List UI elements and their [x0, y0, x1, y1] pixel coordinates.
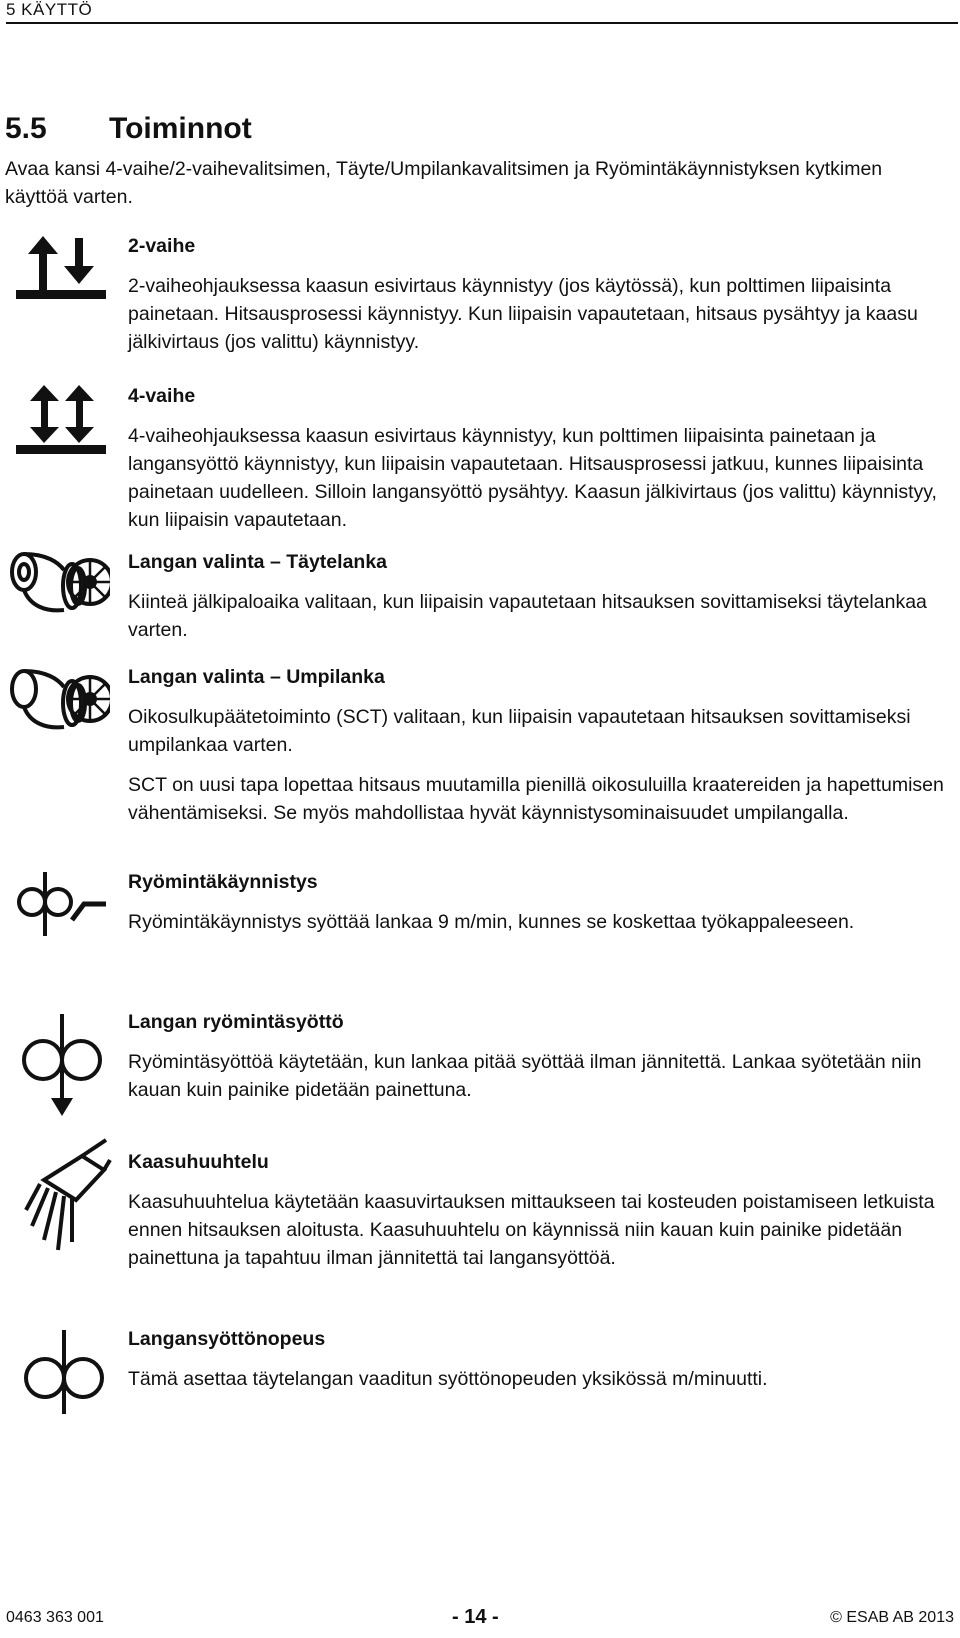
- item-solid-wire: [128, 663, 958, 827]
- item-title: Ryömintäkäynnistys: [128, 871, 318, 893]
- item-paragraph: 4-vaiheohjauksessa kaasun esivirtaus käynnistyy, kun polttimen liipaisinta painetaan ja langansyöttö käynnistyy, kun liipaisin vapautetaan. Hitsausprosessi jatkuu, kunnes liipaisinta painetaan uudelleen. Silloin langansyöttö pysähtyy. Kaasun jälkivirtaus (jos valittu) käynnistyy, kun liipaisin vapautetaan.: [128, 425, 937, 531]
- item-title: 2-vaihe: [128, 235, 196, 257]
- item-title: Langansyöttönopeus: [128, 1328, 326, 1350]
- footer-copyright: © ESAB AB 2013: [830, 1609, 954, 1626]
- cored-wire-icon: [6, 548, 110, 620]
- item-paragraph: SCT on uusi tapa lopettaa hitsaus muutamilla pienillä oikosuluilla kraatereiden ja hapettumisen vähentämiseksi. Se myös mahdollistaa hyvät käynnistysominaisuudet umpilangalla.: [128, 774, 944, 824]
- wire-inch-icon: [18, 1012, 108, 1120]
- item-paragraph: Kiinteä jälkipaloaika valitaan, kun liipaisin vapautetaan hitsauksen sovittamiseksi täytelankaa varten.: [128, 591, 927, 641]
- intro-text: Avaa kansi 4-vaihe/2-vaihevalitsimen, Täyte/Umpilankavalitsimen ja Ryömintäkäynnistyksen kytkimen käyttöä varten.: [5, 158, 883, 208]
- 2-stroke-icon: [14, 234, 110, 302]
- item-title: Langan ryömintäsyöttö: [128, 1011, 344, 1033]
- wire-feed-speed-icon: [22, 1328, 110, 1416]
- section-title: [5, 112, 252, 146]
- item-paragraph: Tämä asettaa täytelangan vaaditun syöttönopeuden yksikössä m/minuutti.: [128, 1368, 768, 1390]
- item-2-stroke: [128, 232, 958, 356]
- page-header: [6, 0, 958, 24]
- item-paragraph: Oikosulkupäätetoiminto (SCT) valitaan, kun liipaisin vapautetaan hitsauksen sovittamiseksi umpilankaa varten.: [128, 706, 911, 756]
- gas-purge-icon: [24, 1136, 114, 1256]
- item-4-stroke: [128, 382, 958, 534]
- item-title: Langan valinta – Umpilanka: [128, 666, 385, 688]
- item-cored-wire: [128, 548, 958, 644]
- item-wire-inch: [128, 1008, 958, 1104]
- item-creep-start: [128, 868, 958, 936]
- item-title: Kaasuhuuhtelu: [128, 1151, 269, 1173]
- item-wire-feed-speed: [128, 1325, 958, 1393]
- item-paragraph: 2-vaiheohjauksessa kaasun esivirtaus käynnistyy (jos käytössä), kun polttimen liipaisinta painetaan. Hitsausprosessi käynnistyy. Kun liipaisin vapautetaan, hitsaus pysähtyy ja kaasu jälkivirtaus (jos valittu) käynnistyy.: [128, 275, 918, 353]
- section-heading: Toiminnot: [109, 112, 252, 145]
- item-gas-purge: [128, 1148, 958, 1272]
- item-paragraph: Kaasuhuuhtelua käytetään kaasuvirtauksen mittaukseen tai kosteuden poistamiseen letkuista ennen hitsauksen aloitusta. Kaasuhuuhtelu on käynnissä niin kauan kuin painike pidetään painettuna ja tapahtuu ilman jännitettä tai langansyöttöä.: [128, 1191, 935, 1269]
- item-title: 4-vaihe: [128, 385, 196, 407]
- item-title: Langan valinta – Täytelanka: [128, 551, 388, 573]
- item-paragraph: Ryömintäsyöttöä käytetään, kun lankaa pitää syöttää ilman jännitettä. Lankaa syötetään niin kauan kuin painike pidetään painettuna.: [128, 1051, 922, 1101]
- footer-doc-number: 0463 363 001: [6, 1609, 104, 1626]
- creep-start-icon: [14, 868, 110, 940]
- item-paragraph: Ryömintäkäynnistys syöttää lankaa 9 m/min, kunnes se koskettaa työkappaleeseen.: [128, 911, 855, 933]
- footer-page-number: - 14 -: [452, 1606, 499, 1628]
- chapter-label: 5 KÄYTTÖ: [6, 0, 93, 19]
- 4-stroke-icon: [14, 383, 110, 457]
- solid-wire-icon: [6, 663, 110, 735]
- section-number: 5.5: [5, 112, 47, 145]
